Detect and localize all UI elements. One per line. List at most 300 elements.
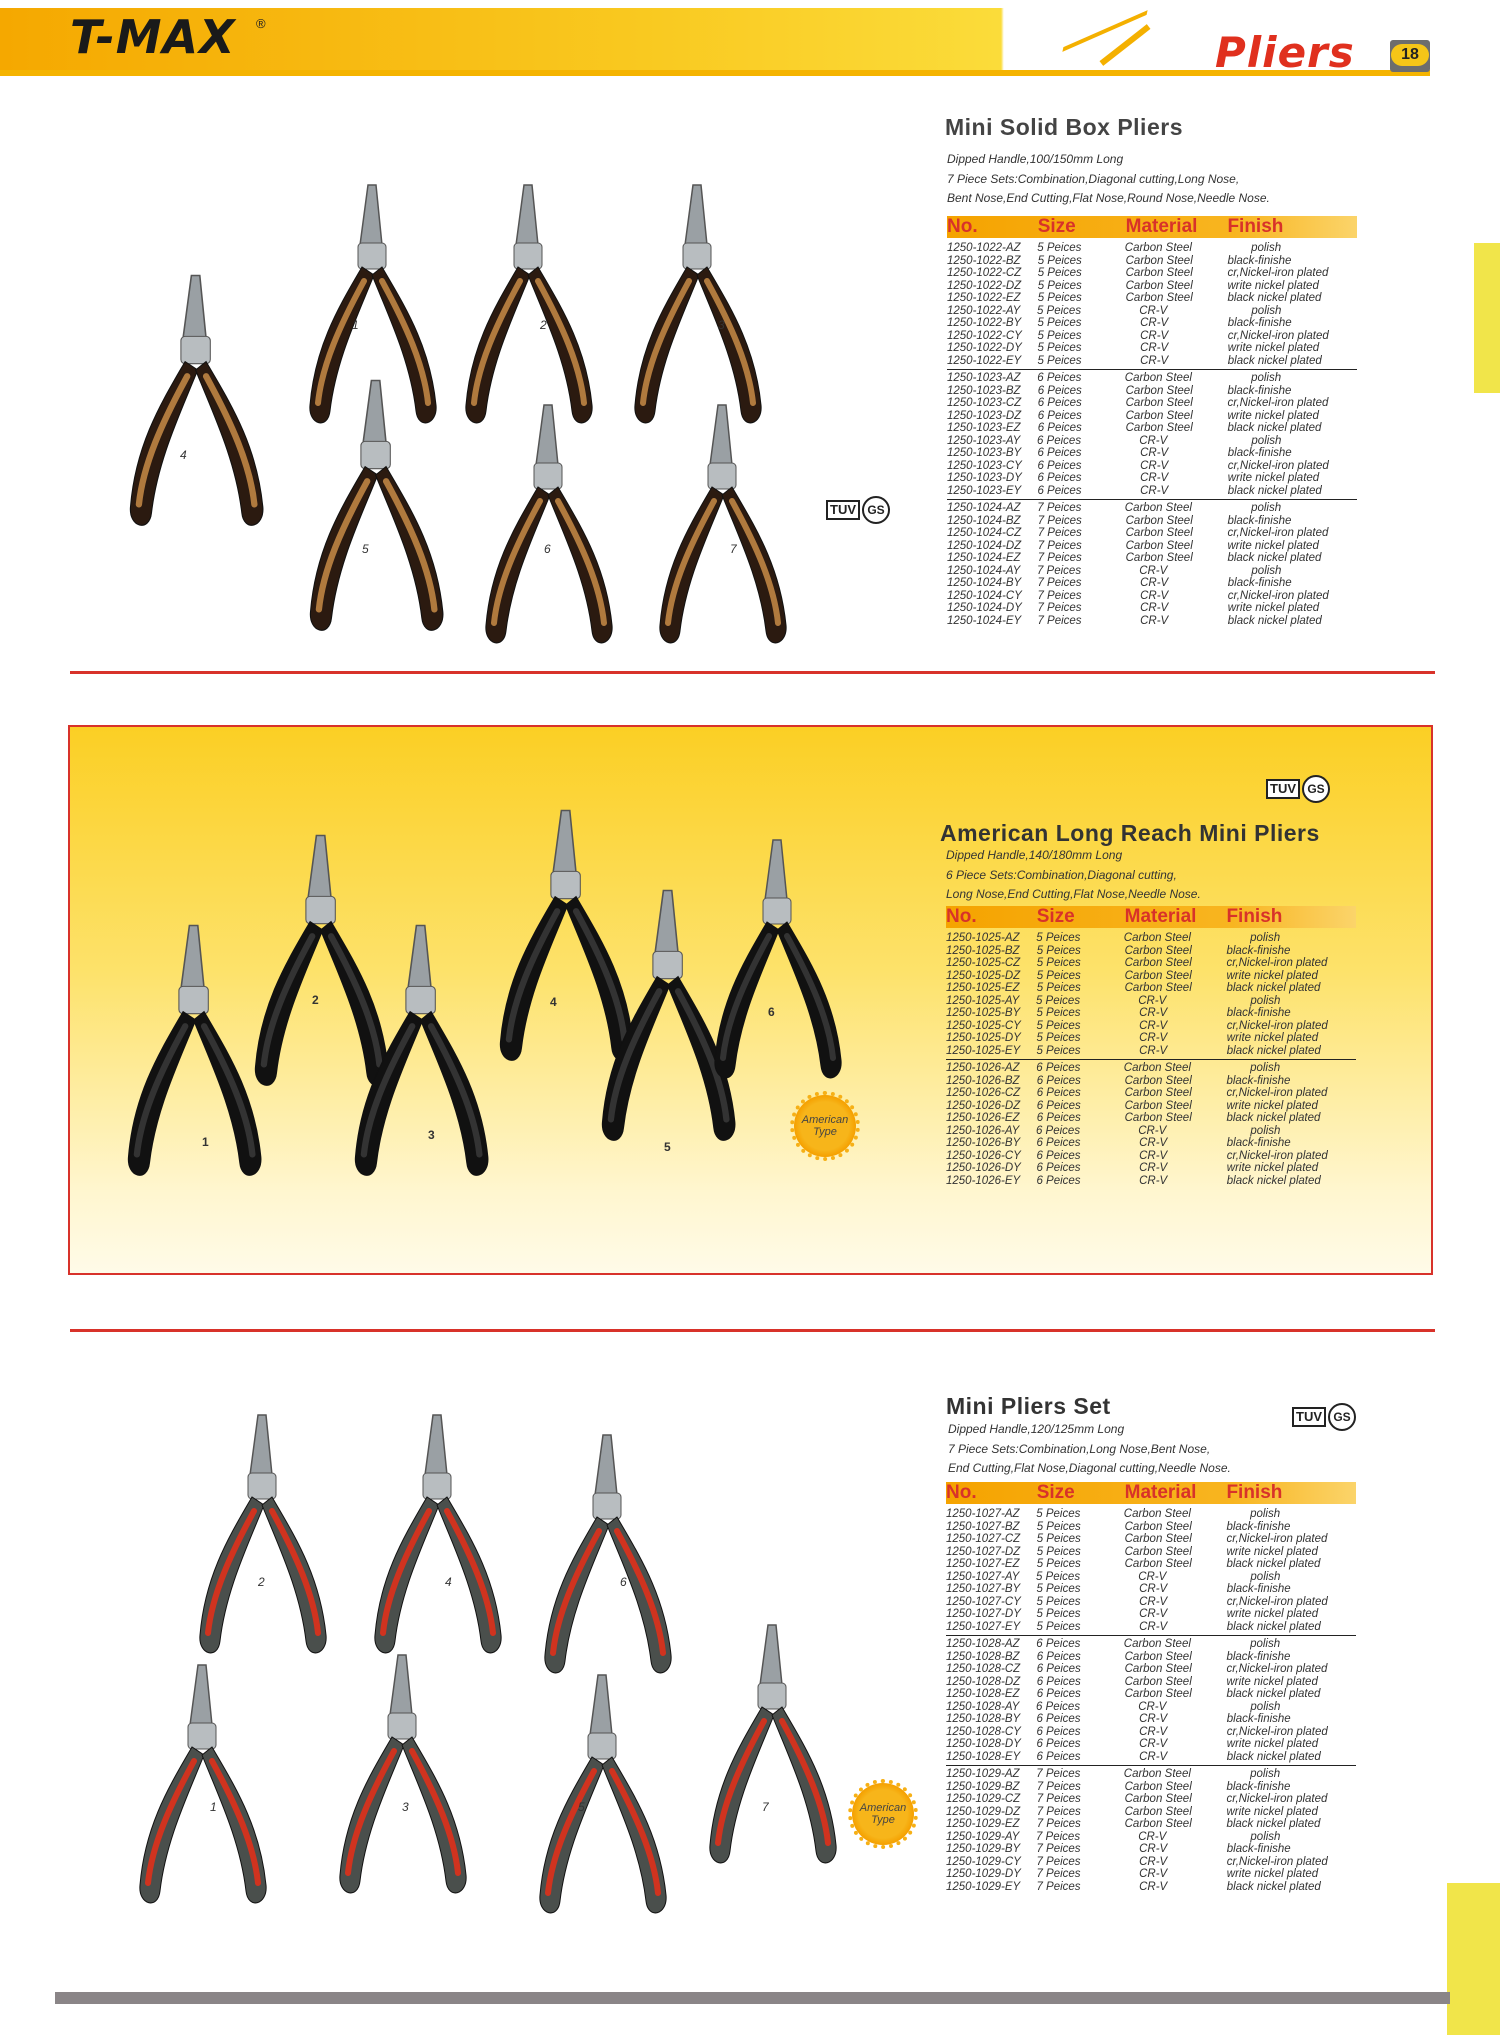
- cell-finish: black-finishe: [1226, 1074, 1291, 1087]
- table-row: [946, 1751, 1356, 1764]
- table-row: [947, 515, 1357, 528]
- section-description: [946, 846, 1201, 905]
- table-row: [946, 1045, 1356, 1058]
- cell-no: 1250-1025-AZ: [946, 932, 1020, 944]
- cell-size: 5 Peices: [1037, 279, 1082, 292]
- table-row: [947, 527, 1357, 540]
- cell-material: CR-V: [1139, 1595, 1168, 1608]
- plier-number-label: 7: [762, 1800, 769, 1814]
- cell-size: 5 Peices: [1036, 1520, 1081, 1533]
- table-row: [946, 1150, 1356, 1163]
- cell-material: Carbon Steel: [1125, 422, 1193, 434]
- cell-finish: write nickel plated: [1226, 969, 1318, 982]
- table-row: [946, 1571, 1356, 1584]
- cell-finish: polish: [1250, 994, 1281, 1007]
- cell-no: 1250-1025-CY: [946, 1019, 1021, 1032]
- cell-no: 1250-1028-AZ: [946, 1638, 1020, 1650]
- cell-size: 7 Peices: [1036, 1855, 1081, 1868]
- cell-no: 1250-1024-EY: [947, 614, 1022, 627]
- plier-photo: [535, 1425, 685, 1690]
- cell-no: 1250-1027-DY: [946, 1608, 1021, 1620]
- cell-material: Carbon Steel: [1124, 1688, 1192, 1700]
- column-header-material: Material: [1124, 906, 1197, 927]
- cell-material: CR-V: [1140, 577, 1169, 589]
- table-row: [947, 330, 1357, 343]
- table-row: [946, 1843, 1356, 1856]
- column-header-finish: Finish: [1227, 216, 1284, 237]
- cell-material: Carbon Steel: [1124, 1087, 1192, 1099]
- cell-finish: write nickel plated: [1226, 1805, 1318, 1818]
- plier-number-label: 2: [540, 318, 547, 332]
- table-row-group: [947, 499, 1357, 627]
- cell-finish: black-finishe: [1227, 514, 1292, 527]
- cell-material: CR-V: [1139, 1032, 1168, 1044]
- cell-size: 6 Peices: [1036, 1062, 1081, 1074]
- cell-size: 6 Peices: [1037, 397, 1082, 409]
- cell-material: Carbon Steel: [1124, 1074, 1192, 1087]
- cell-material: CR-V: [1139, 1583, 1168, 1595]
- cell-no: 1250-1026-EZ: [946, 1112, 1020, 1124]
- cell-no: 1250-1022-CZ: [947, 267, 1022, 279]
- cell-finish: polish: [1250, 1830, 1281, 1843]
- cell-size: 7 Peices: [1037, 502, 1082, 514]
- table-row-group: [946, 1059, 1356, 1187]
- cell-material: Carbon Steel: [1125, 267, 1193, 279]
- table-row: [946, 1533, 1356, 1546]
- cell-size: 5 Peices: [1036, 1595, 1081, 1608]
- cell-size: 6 Peices: [1036, 1112, 1081, 1124]
- table-row: [946, 1701, 1356, 1714]
- cell-no: 1250-1027-CZ: [946, 1533, 1021, 1545]
- column-header-material: Material: [1124, 1482, 1197, 1503]
- cell-finish: cr,Nickel-iron plated: [1227, 589, 1329, 602]
- cell-size: 7 Peices: [1036, 1843, 1081, 1855]
- cell-material: CR-V: [1139, 1620, 1168, 1633]
- cell-finish: write nickel plated: [1226, 1099, 1318, 1112]
- table-row: [946, 1100, 1356, 1113]
- table-row: [946, 982, 1356, 995]
- cell-material: CR-V: [1139, 1713, 1168, 1725]
- cell-material: CR-V: [1138, 1700, 1167, 1713]
- cell-size: 7 Peices: [1037, 577, 1082, 589]
- cell-no: 1250-1026-DZ: [946, 1099, 1021, 1112]
- cell-no: 1250-1029-AZ: [946, 1768, 1020, 1780]
- cell-size: 6 Peices: [1037, 459, 1082, 472]
- table-row: [946, 970, 1356, 983]
- cell-no: 1250-1025-BY: [946, 1007, 1021, 1019]
- cell-material: Carbon Steel: [1124, 982, 1192, 994]
- cell-finish: write nickel plated: [1227, 342, 1320, 354]
- plier-photo: [650, 395, 800, 660]
- cell-material: Carbon Steel: [1124, 1793, 1192, 1805]
- table-row-group: [946, 1635, 1356, 1763]
- cell-material: CR-V: [1139, 1843, 1168, 1855]
- column-header-no: No.: [946, 1482, 977, 1503]
- plier-photo: [130, 1655, 280, 1920]
- cell-finish: black-finishe: [1227, 447, 1292, 459]
- cell-finish: black-finishe: [1226, 1583, 1291, 1595]
- product-table: [947, 216, 1402, 627]
- table-row: [946, 1713, 1356, 1726]
- column-header-no: No.: [947, 216, 978, 237]
- cell-no: 1250-1029-DZ: [946, 1805, 1021, 1818]
- cell-material: CR-V: [1138, 1124, 1167, 1137]
- cell-no: 1250-1022-BZ: [947, 254, 1021, 267]
- cell-material: Carbon Steel: [1125, 552, 1193, 564]
- cell-finish: cr,Nickel-iron plated: [1226, 1663, 1328, 1675]
- column-header-finish: Finish: [1226, 1482, 1283, 1503]
- plier-photo: [300, 370, 458, 648]
- cell-no: 1250-1027-BZ: [946, 1520, 1020, 1533]
- cell-size: 7 Peices: [1037, 514, 1082, 527]
- cell-material: Carbon Steel: [1123, 1638, 1191, 1650]
- table-row: [946, 1688, 1356, 1701]
- cell-material: CR-V: [1139, 1868, 1168, 1880]
- cell-material: Carbon Steel: [1124, 1112, 1192, 1124]
- table-row-group: [947, 240, 1357, 367]
- table-row: [947, 292, 1357, 305]
- cell-size: 5 Peices: [1037, 254, 1082, 267]
- cell-no: 1250-1024-EZ: [947, 552, 1021, 564]
- cell-finish: cr,Nickel-iron plated: [1226, 1595, 1328, 1608]
- cell-no: 1250-1023-CZ: [947, 397, 1022, 409]
- cell-no: 1250-1023-DZ: [947, 409, 1022, 422]
- cell-finish: polish: [1250, 1768, 1281, 1780]
- cell-finish: black nickel plated: [1226, 1112, 1321, 1124]
- cell-material: Carbon Steel: [1125, 279, 1193, 292]
- cell-material: Carbon Steel: [1124, 502, 1192, 514]
- side-tab-bottom: [1447, 1883, 1500, 2035]
- table-row: [947, 502, 1357, 515]
- table-header: [947, 216, 1357, 238]
- cell-no: 1250-1022-BY: [947, 317, 1022, 329]
- cell-finish: cr,Nickel-iron plated: [1226, 1087, 1328, 1099]
- cell-size: 5 Peices: [1036, 1608, 1081, 1620]
- table-row: [946, 1651, 1356, 1664]
- cell-finish: black nickel plated: [1227, 552, 1322, 564]
- badge-line: Type: [813, 1126, 837, 1138]
- cell-size: 6 Peices: [1037, 484, 1082, 497]
- cell-no: 1250-1028-CZ: [946, 1663, 1021, 1675]
- desc-line: Long Nose,End Cutting,Flat Nose,Needle Nose.: [946, 887, 1201, 901]
- cell-finish: black-finishe: [1226, 1137, 1291, 1149]
- cell-material: Carbon Steel: [1125, 527, 1193, 539]
- tuv-gs-cert-logo: [826, 496, 890, 524]
- section-description: [947, 150, 1270, 209]
- cell-material: CR-V: [1139, 1738, 1168, 1750]
- plier-photo: [330, 1645, 480, 1910]
- cell-material: Carbon Steel: [1124, 944, 1192, 957]
- cell-material: Carbon Steel: [1123, 932, 1191, 944]
- cell-size: 7 Peices: [1036, 1780, 1081, 1793]
- plier-photo: [365, 1405, 515, 1670]
- cell-no: 1250-1025-DY: [946, 1032, 1021, 1044]
- cell-no: 1250-1029-CZ: [946, 1793, 1021, 1805]
- plier-number-label: 1: [210, 1800, 217, 1814]
- cell-finish: cr,Nickel-iron plated: [1226, 1019, 1328, 1032]
- cell-size: 6 Peices: [1036, 1638, 1081, 1650]
- cell-material: CR-V: [1138, 994, 1167, 1007]
- cell-material: Carbon Steel: [1124, 242, 1192, 254]
- section-divider: [70, 1329, 1435, 1332]
- cell-material: CR-V: [1140, 602, 1169, 614]
- cell-size: 7 Peices: [1037, 527, 1082, 539]
- cell-material: Carbon Steel: [1124, 1520, 1192, 1533]
- cell-size: 5 Peices: [1036, 1545, 1081, 1558]
- cell-no: 1250-1028-EZ: [946, 1688, 1020, 1700]
- table-row: [946, 945, 1356, 958]
- cell-size: 5 Peices: [1036, 1508, 1081, 1520]
- plier-number-label: 3: [402, 1800, 409, 1814]
- table-row: [946, 1768, 1356, 1781]
- cell-finish: black nickel plated: [1226, 1558, 1321, 1570]
- cell-finish: black-finishe: [1227, 384, 1292, 397]
- gs-mark: GS: [862, 496, 890, 524]
- cell-no: 1250-1022-AY: [947, 304, 1021, 317]
- cell-size: 7 Peices: [1036, 1793, 1081, 1805]
- cell-no: 1250-1026-AY: [946, 1124, 1020, 1137]
- desc-line: End Cutting,Flat Nose,Diagonal cutting,Needle Nose.: [948, 1461, 1231, 1475]
- cell-finish: polish: [1250, 1508, 1281, 1520]
- column-header-size: Size: [1037, 216, 1076, 237]
- column-header-material: Material: [1125, 216, 1198, 237]
- cell-no: 1250-1029-AY: [946, 1830, 1020, 1843]
- cell-size: 7 Peices: [1037, 589, 1082, 602]
- cell-size: 5 Peices: [1037, 329, 1082, 342]
- table-row: [946, 1856, 1356, 1869]
- cell-size: 6 Peices: [1036, 1675, 1081, 1688]
- cell-no: 1250-1023-EZ: [947, 422, 1021, 434]
- plier-number-label: 1: [202, 1135, 209, 1149]
- cell-size: 7 Peices: [1036, 1868, 1081, 1880]
- cell-size: 6 Peices: [1036, 1087, 1081, 1099]
- cell-no: 1250-1026-CZ: [946, 1087, 1021, 1099]
- cell-no: 1250-1026-DY: [946, 1162, 1021, 1174]
- cell-finish: cr,Nickel-iron plated: [1226, 1793, 1328, 1805]
- table-row: [947, 435, 1357, 448]
- cell-material: CR-V: [1139, 304, 1168, 317]
- cell-no: 1250-1023-BY: [947, 447, 1022, 459]
- table-row: [947, 447, 1357, 460]
- cell-size: 7 Peices: [1036, 1768, 1081, 1780]
- cell-material: Carbon Steel: [1124, 372, 1192, 384]
- table-row: [946, 1112, 1356, 1125]
- cell-material: CR-V: [1140, 459, 1169, 472]
- page-number: 18: [1391, 44, 1429, 66]
- desc-line: 7 Piece Sets:Combination,Long Nose,Bent Nose,: [948, 1441, 1211, 1456]
- table-row: [946, 1793, 1356, 1806]
- cell-finish: black-finishe: [1226, 1713, 1291, 1725]
- cell-finish: black nickel plated: [1227, 354, 1322, 367]
- table-row: [947, 397, 1357, 410]
- cell-no: 1250-1027-EZ: [946, 1558, 1020, 1570]
- cell-size: 6 Peices: [1036, 1149, 1081, 1162]
- badge-line: Type: [871, 1814, 895, 1826]
- column-header-size: Size: [1036, 906, 1075, 927]
- cell-size: 7 Peices: [1036, 564, 1082, 577]
- cell-no: 1250-1023-AY: [947, 434, 1021, 447]
- tuv-gs-cert-logo: [1266, 775, 1330, 803]
- cell-size: 5 Peices: [1037, 317, 1082, 329]
- gs-mark: GS: [1302, 775, 1330, 803]
- table-row: [946, 1868, 1356, 1881]
- plier-number-label: 1: [352, 318, 359, 332]
- cell-no: 1250-1028-CY: [946, 1725, 1021, 1738]
- cell-no: 1250-1026-AZ: [946, 1062, 1020, 1074]
- cell-no: 1250-1025-BZ: [946, 944, 1020, 957]
- cell-no: 1250-1026-BY: [946, 1137, 1021, 1149]
- cell-material: CR-V: [1138, 1570, 1167, 1583]
- column-header-finish: Finish: [1226, 906, 1283, 927]
- plier-number-label: 4: [550, 995, 557, 1009]
- cell-no: 1250-1025-EZ: [946, 982, 1020, 994]
- cell-no: 1250-1022-DZ: [947, 279, 1022, 292]
- cell-no: 1250-1023-BZ: [947, 384, 1021, 397]
- cell-finish: black nickel plated: [1227, 292, 1322, 304]
- cell-size: 6 Peices: [1036, 1074, 1081, 1087]
- cell-no: 1250-1024-DY: [947, 602, 1022, 614]
- table-row: [947, 317, 1357, 330]
- cell-size: 5 Peices: [1036, 1558, 1081, 1570]
- section-title: Mini Pliers Set: [946, 1393, 1111, 1419]
- table-row: [946, 957, 1356, 970]
- cell-size: 6 Peices: [1036, 1650, 1081, 1663]
- cell-finish: black nickel plated: [1226, 1044, 1321, 1057]
- cell-finish: write nickel plated: [1226, 1162, 1319, 1174]
- american-type-badge: [852, 1783, 914, 1845]
- tuv-gs-cert-logo: [1292, 1403, 1356, 1431]
- cell-no: 1250-1023-DY: [947, 472, 1022, 484]
- table-row: [946, 1818, 1356, 1831]
- cell-size: 7 Peices: [1036, 1805, 1081, 1818]
- cell-finish: write nickel plated: [1226, 1608, 1319, 1620]
- cell-material: CR-V: [1140, 354, 1169, 367]
- cell-size: 6 Peices: [1036, 1137, 1081, 1149]
- cell-finish: write nickel plated: [1227, 279, 1319, 292]
- cell-material: Carbon Steel: [1124, 1099, 1192, 1112]
- cell-material: Carbon Steel: [1124, 957, 1192, 969]
- cell-no: 1250-1027-AY: [946, 1570, 1020, 1583]
- cell-size: 6 Peices: [1036, 1725, 1081, 1738]
- cell-finish: cr,Nickel-iron plated: [1227, 329, 1329, 342]
- cell-size: 6 Peices: [1036, 1663, 1081, 1675]
- cell-finish: black-finishe: [1227, 254, 1292, 267]
- cell-size: 5 Peices: [1035, 994, 1081, 1007]
- cell-finish: polish: [1251, 242, 1282, 254]
- cell-material: CR-V: [1140, 447, 1169, 459]
- cell-material: Carbon Steel: [1123, 1508, 1191, 1520]
- cell-finish: polish: [1250, 1062, 1281, 1074]
- cell-no: 1250-1024-CY: [947, 589, 1022, 602]
- cell-no: 1250-1024-BY: [947, 577, 1022, 589]
- plier-number-label: 2: [258, 1575, 265, 1589]
- cell-size: 7 Peices: [1036, 1880, 1081, 1893]
- cell-size: 6 Peices: [1037, 409, 1082, 422]
- plier-number-label: 5: [362, 542, 369, 556]
- cell-material: Carbon Steel: [1124, 1663, 1192, 1675]
- plier-photo: [530, 1665, 680, 1930]
- cell-size: 6 Peices: [1036, 1688, 1081, 1700]
- cell-no: 1250-1027-EY: [946, 1620, 1021, 1633]
- cell-finish: black nickel plated: [1226, 1880, 1321, 1893]
- desc-line: 7 Piece Sets:Combination,Diagonal cutting,Long Nose,: [947, 171, 1240, 186]
- cell-no: 1250-1029-CY: [946, 1855, 1021, 1868]
- table-row: [946, 1831, 1356, 1844]
- column-header-no: No.: [946, 906, 977, 927]
- cell-material: Carbon Steel: [1125, 514, 1193, 527]
- cell-finish: write nickel plated: [1226, 1032, 1319, 1044]
- table-row: [947, 540, 1357, 553]
- table-row: [946, 1020, 1356, 1033]
- table-row: [946, 1062, 1356, 1075]
- page-section-title: Pliers: [1215, 28, 1355, 77]
- cell-material: Carbon Steel: [1124, 1558, 1192, 1570]
- table-row-group: [946, 1506, 1356, 1633]
- cell-size: 5 Peices: [1036, 1032, 1081, 1044]
- cell-no: 1250-1025-CZ: [946, 957, 1021, 969]
- cell-finish: cr,Nickel-iron plated: [1227, 267, 1329, 279]
- cell-no: 1250-1027-CY: [946, 1595, 1021, 1608]
- cell-size: 5 Peices: [1036, 1044, 1081, 1057]
- cell-finish: cr,Nickel-iron plated: [1226, 1725, 1328, 1738]
- table-row: [947, 342, 1357, 355]
- cell-finish: write nickel plated: [1226, 1545, 1318, 1558]
- cell-finish: write nickel plated: [1226, 1868, 1319, 1880]
- cell-finish: cr,Nickel-iron plated: [1227, 459, 1329, 472]
- badge-line: American: [859, 1802, 907, 1814]
- table-row: [947, 355, 1357, 368]
- cell-no: 1250-1024-BZ: [947, 514, 1021, 527]
- cell-material: CR-V: [1139, 434, 1168, 447]
- plier-photo: [345, 915, 503, 1193]
- cell-no: 1250-1025-AY: [946, 994, 1020, 1007]
- cell-material: CR-V: [1139, 1162, 1168, 1174]
- cell-material: Carbon Steel: [1124, 969, 1192, 982]
- cell-material: Carbon Steel: [1124, 1545, 1192, 1558]
- product-table: [946, 906, 1401, 1187]
- table-row: [946, 995, 1356, 1008]
- cell-no: 1250-1022-AZ: [947, 242, 1021, 254]
- cell-material: CR-V: [1139, 1725, 1168, 1738]
- cell-no: 1250-1029-BZ: [946, 1780, 1020, 1793]
- cell-material: CR-V: [1138, 1830, 1167, 1843]
- cell-finish: black nickel plated: [1227, 422, 1322, 434]
- plier-number-label: 4: [180, 448, 187, 462]
- table-row: [947, 242, 1357, 255]
- gs-mark: GS: [1328, 1403, 1356, 1431]
- table-row: [947, 422, 1357, 435]
- table-row: [947, 280, 1357, 293]
- cell-size: 5 Peices: [1036, 1533, 1081, 1545]
- cell-size: 5 Peices: [1036, 932, 1081, 944]
- table-row: [947, 602, 1357, 615]
- cell-size: 6 Peices: [1036, 1738, 1081, 1750]
- table-row: [947, 472, 1357, 485]
- table-row: [947, 267, 1357, 280]
- cell-no: 1250-1026-BZ: [946, 1074, 1020, 1087]
- section-description: [948, 1420, 1231, 1479]
- table-row: [946, 1032, 1356, 1045]
- cell-no: 1250-1026-EY: [946, 1174, 1021, 1187]
- plier-number-label: 2: [312, 993, 319, 1007]
- cell-finish: polish: [1251, 564, 1282, 577]
- plier-number-label: 6: [620, 1575, 627, 1589]
- cell-size: 5 Peices: [1035, 1570, 1081, 1583]
- registered-mark: ®: [256, 16, 266, 31]
- cell-size: 6 Peices: [1036, 1099, 1081, 1112]
- cell-size: 6 Peices: [1036, 1174, 1081, 1187]
- cell-size: 5 Peices: [1036, 1019, 1081, 1032]
